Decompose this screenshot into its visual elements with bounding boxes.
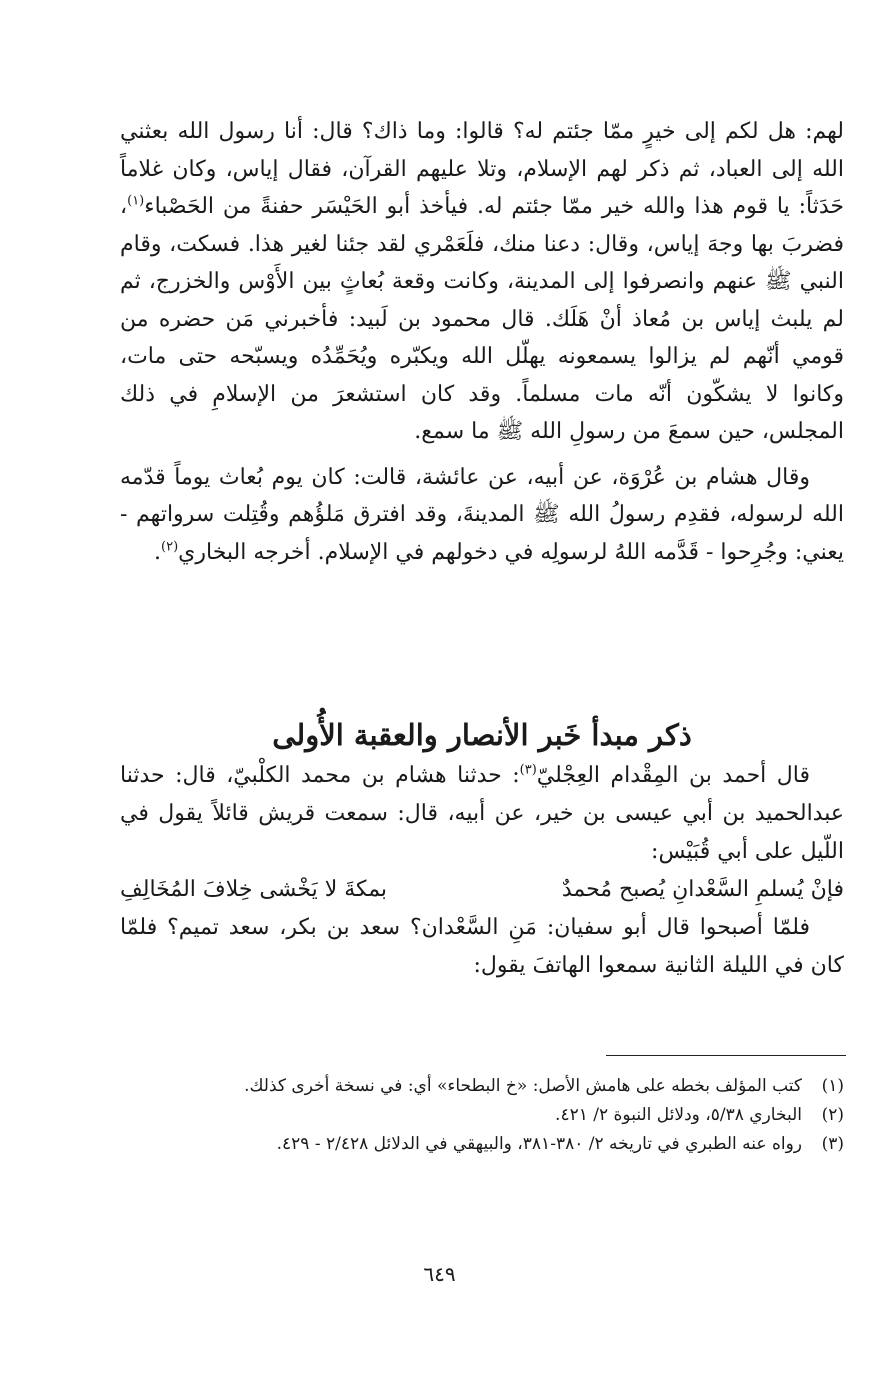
footnote-divider bbox=[606, 1055, 846, 1056]
footnote-number: (١) bbox=[821, 1076, 844, 1096]
paragraph-text: . bbox=[154, 539, 162, 565]
footnote-ref-1: (١) bbox=[127, 193, 145, 209]
paragraph-4 bbox=[120, 909, 844, 985]
main-text bbox=[120, 113, 844, 571]
paragraph-3 bbox=[120, 757, 844, 871]
section-text bbox=[120, 757, 844, 985]
paragraph-text: قال أحمد بن المِقْدام العِجْليّ bbox=[536, 763, 810, 788]
paragraph-text: وقال هشام بن عُرْوَة، عن أبيه، عن عائشة، قالت: كان يوم بُعاث يوماً قدّمه الله لرسوله، فقدِم رسولُ الله ﷺ المدينةَ، وقد افترق مَلؤُهم وقُتِلت سرواتهم - يعني: وجُرِحوا - قَدَّمه اللهُ لرسولِه في دخولهم في الإسلام. أخرجه البخاري bbox=[120, 464, 844, 565]
section-heading: ذكر مبدأ خَبر الأنصار والعقبة الأُولى bbox=[272, 718, 692, 752]
paragraph-text: لهم: هل لكم إلى خيرٍ ممّا جئتم له؟ قالوا: وما ذاك؟ قال: أنا رسول الله بعثني الله إلى العباد، ثم ذكر لهم الإسلام، وتلا عليهم القرآن، فقال إياس، وكان غلاماً حَدَثاً: يا قوم هذا والله خير ممّا جئتم له. فيأخذ أبو الحَيْسَر حفنةً من الحَصْباء bbox=[120, 119, 844, 219]
paragraph-text: فلمّا أصبحوا قال أبو سفيان: مَنِ السَّعْدان؟ سعد بن بكر، سعد تميم؟ فلمّا كان في الليلة الثانية سمعوا الهاتفَ يقول: bbox=[120, 915, 844, 978]
paragraph-1 bbox=[120, 113, 844, 451]
footnotes bbox=[120, 1072, 844, 1159]
footnote-ref-2: (٢) bbox=[161, 539, 179, 555]
verse-first-hemistich: فإنْ يُسلمِ السَّعْدانِ يُصبح مُحمدٌ bbox=[561, 877, 844, 902]
footnote bbox=[120, 1072, 844, 1101]
poetry-verse bbox=[120, 871, 844, 909]
paragraph-text: ، فضربَ بها وجهَ إياس، وقال: دعنا منك، فلَعَمْري لقد جئنا لغير هذا. فسكت، وقام النبي ﷺ عنهم وانصرفوا إلى المدينة، وكانت وقعة بُعاثٍ بين الأَوْس والخزرج، ثم لم يلبث إياس بن مُعاذ أنْ هَلَك. قال محمود بن لَبيد: فأخبرني مَن حضره من قومي أنّهم لم يزالوا يسمعونه يهلّل الله ويكبّره ويُحَمِّدُه ويسبّحه حتى مات، وكانوا لا يشكّون أنّه مات مسلماً. وقد كان استشعرَ من الإسلامِ في ذلك المجلس، حين سمعَ من رسولِ الله ﷺ ما سمع. bbox=[120, 194, 844, 444]
page-number: ٦٤٩ bbox=[423, 1262, 456, 1286]
footnote-text: رواه عنه الطبري في تاريخه ٢/ ٣٨٠-٣٨١، والبيهقي في الدلائل ٢/٤٢٨ - ٤٢٩. bbox=[276, 1134, 802, 1154]
paragraph-2 bbox=[120, 459, 844, 572]
footnote-number: (٢) bbox=[821, 1105, 844, 1125]
paragraph-text: : حدثنا هشام بن محمد الكلْبيّ، قال: حدثنا عبدالحميد بن أبي عيسى بن خير، عن أبيه، قال: سمعت قريش قائلاً يقول في اللّيل على أبي قُبَيْس: bbox=[120, 763, 844, 864]
footnote-ref-3: (٣) bbox=[519, 762, 537, 778]
footnote-text: كتب المؤلف بخطه على هامش الأصل: «خ البطحاء» أي: في نسخة أخرى كذلك. bbox=[244, 1076, 802, 1096]
footnote bbox=[120, 1130, 844, 1159]
footnote-text: البخاري ٥/٣٨، ودلائل النبوة ٢/ ٤٢١. bbox=[555, 1105, 802, 1125]
verse-second-hemistich: بمكةَ لا يَخْشى خِلافَ المُخَالِفِ bbox=[120, 877, 388, 902]
footnote bbox=[120, 1101, 844, 1130]
footnote-number: (٣) bbox=[821, 1134, 844, 1154]
